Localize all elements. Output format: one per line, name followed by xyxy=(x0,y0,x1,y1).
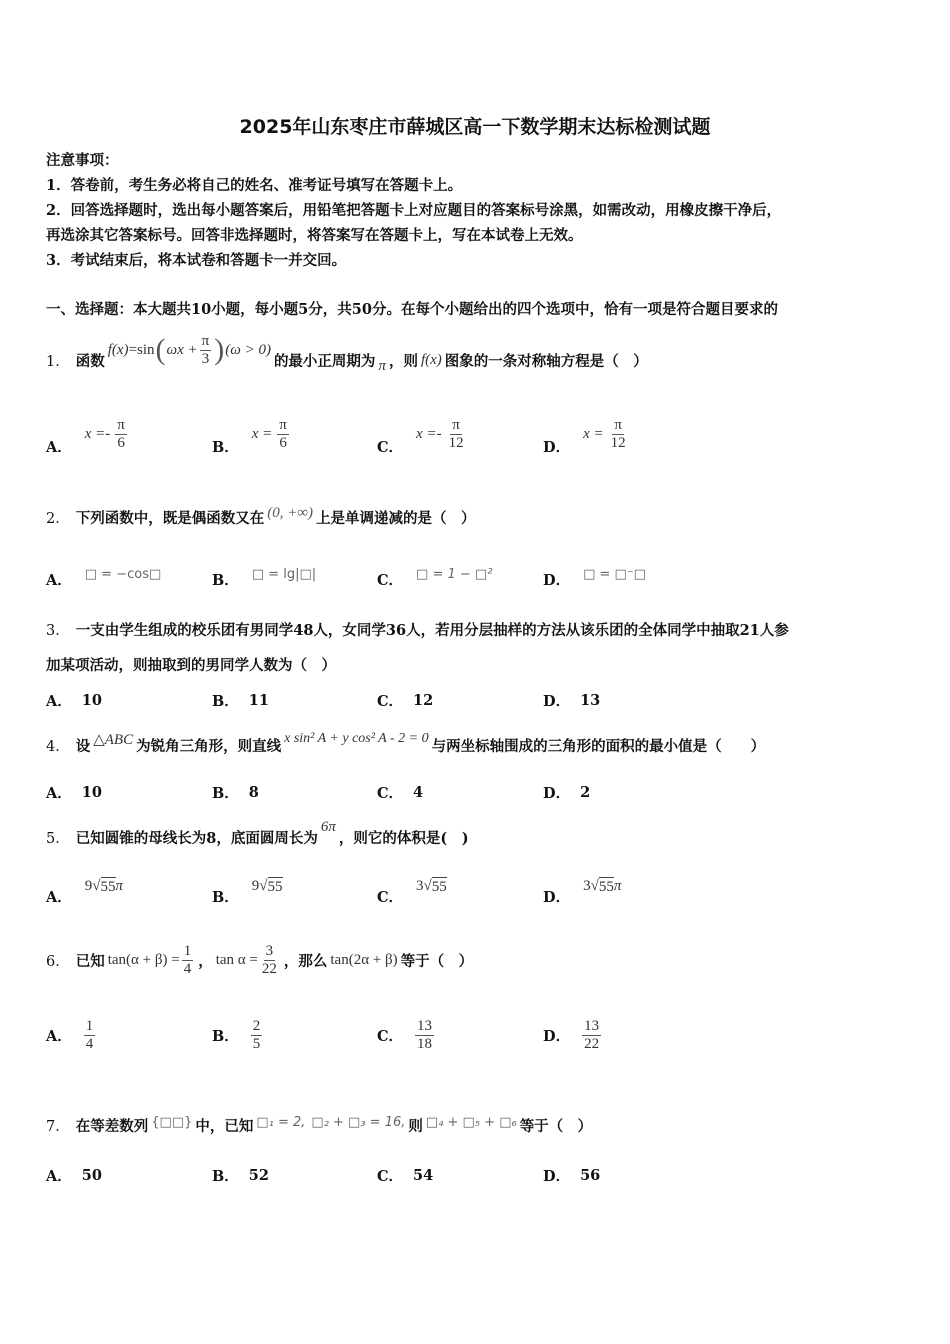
math-prefix: x =- xyxy=(84,425,111,442)
denominator: 12 xyxy=(448,434,464,451)
question-text: 图象的一条对称轴方程是（ ） xyxy=(444,352,648,370)
option-c[interactable] xyxy=(377,690,433,711)
fraction xyxy=(447,417,466,452)
math-prefix: x = xyxy=(251,425,273,442)
question-number: 2． xyxy=(46,510,70,527)
fraction xyxy=(582,1018,601,1053)
math-inner: ωx + xyxy=(166,341,198,358)
question-3 xyxy=(46,618,789,640)
question-text: 则 xyxy=(408,1117,423,1135)
math-target: tan(2α + β) xyxy=(330,951,398,968)
option-label: A． xyxy=(46,572,72,589)
math-tan-sum: tan(α + β) = xyxy=(107,951,180,968)
option-label: B． xyxy=(212,785,239,802)
options-q5 xyxy=(46,876,906,910)
pi-symbol: π xyxy=(613,878,622,894)
option-d[interactable] xyxy=(543,564,649,589)
numerator: π xyxy=(117,416,125,433)
fraction xyxy=(415,1018,434,1053)
denominator: 22 xyxy=(584,1036,600,1052)
question-text: 等于（ ） xyxy=(519,1117,593,1135)
option-label: C． xyxy=(377,693,404,710)
question-text: 已知圆锥的母线长为8，底面圆周长为 xyxy=(75,829,318,847)
numerator: 2 xyxy=(252,1018,261,1034)
function-expression xyxy=(108,333,271,368)
option-d[interactable] xyxy=(543,414,630,454)
fraction xyxy=(182,943,194,978)
math-expression xyxy=(108,943,195,978)
option-value: 11 xyxy=(248,692,269,709)
numerator: π xyxy=(614,416,622,433)
options-q6 xyxy=(46,1018,906,1066)
options-q1 xyxy=(46,414,906,464)
radicand: 55 xyxy=(598,879,614,895)
question-number: 5． xyxy=(46,830,70,847)
fraction xyxy=(84,1018,96,1053)
denominator: 18 xyxy=(417,1036,433,1052)
option-value xyxy=(583,877,621,896)
paren-close: ) xyxy=(214,333,225,366)
notice-item: 2．回答选择题时，选出每小题答案后，用铅笔把答题卡上对应题目的答案标号涂黑，如需改动，用橡皮擦干净后， xyxy=(46,202,782,219)
option-b[interactable] xyxy=(212,1018,264,1053)
question-text: 一支由学生组成的校乐团有男同学48人，女同学36人，若用分层抽样的方法从该乐团的全体同学中抽取21人参 xyxy=(75,621,789,639)
option-label: B． xyxy=(212,572,239,589)
notice-item: 1．答卷前，考生务必将自己的姓名、准考证号填写在答题卡上。 xyxy=(46,177,463,194)
numerator: 3 xyxy=(265,942,274,959)
numerator: 1 xyxy=(85,1018,94,1034)
question-6 xyxy=(46,934,473,986)
question-4 xyxy=(46,728,765,762)
math-triangle: △ABC xyxy=(93,731,134,748)
option-value: 12 xyxy=(413,692,434,709)
numerator: 13 xyxy=(417,1018,433,1034)
pi-symbol: π xyxy=(115,878,124,894)
fraction xyxy=(609,417,628,452)
question-text: 下列函数中，既是偶函数又在 xyxy=(75,509,265,527)
option-label: B． xyxy=(212,889,239,906)
math-condition: (ω > 0) xyxy=(225,341,271,358)
option-value: □ = 1 − □² xyxy=(416,567,493,582)
option-label: D． xyxy=(543,572,571,589)
option-value: 8 xyxy=(248,784,259,801)
coefficient: 3 xyxy=(416,878,424,894)
option-label: D． xyxy=(543,693,571,710)
math-given-1: □₁ = 2, xyxy=(256,1114,306,1130)
option-c[interactable] xyxy=(377,1018,436,1053)
option-value: 50 xyxy=(81,1167,102,1184)
question-text: ，则它的体积是( ) xyxy=(338,829,469,847)
option-value: 52 xyxy=(248,1167,269,1184)
question-number: 7． xyxy=(46,1118,70,1135)
option-d[interactable] xyxy=(543,782,590,803)
question-number: 4． xyxy=(46,738,70,755)
option-label: C． xyxy=(377,1168,404,1185)
option-label: B． xyxy=(212,438,239,456)
question-text: 为锐角三角形，则直线 xyxy=(136,737,282,755)
notice-item: 3．考试结束后，将本试卷和答题卡一并交回。 xyxy=(46,252,347,269)
options-q2 xyxy=(46,564,906,590)
question-2 xyxy=(46,504,476,530)
option-label: D． xyxy=(543,438,571,456)
option-value xyxy=(416,877,447,896)
math-expression xyxy=(216,943,281,978)
question-5 xyxy=(46,820,469,854)
fraction xyxy=(115,417,127,452)
math-prefix: x =- xyxy=(416,425,442,442)
question-text: ，那么 xyxy=(283,952,328,970)
option-c[interactable] xyxy=(377,414,468,454)
denominator: 5 xyxy=(252,1036,261,1052)
option-value xyxy=(85,877,123,896)
option-label: C． xyxy=(377,1028,404,1045)
radicand: 55 xyxy=(431,879,447,895)
option-d[interactable] xyxy=(543,1018,603,1053)
question-1 xyxy=(46,330,648,390)
option-label: B． xyxy=(212,1028,239,1045)
fraction xyxy=(277,417,289,452)
option-label: D． xyxy=(543,785,571,802)
math-sin: =sin xyxy=(128,341,155,358)
option-label: C． xyxy=(377,785,404,802)
sqrt-icon: √ xyxy=(92,878,101,894)
sqrt-icon: √ xyxy=(590,878,599,894)
option-c[interactable] xyxy=(377,876,450,906)
option-b[interactable] xyxy=(212,414,291,454)
math-pi: π xyxy=(378,357,386,374)
option-value: □ = lg|□| xyxy=(251,567,317,582)
option-label: A． xyxy=(46,889,72,906)
option-label: D． xyxy=(543,1168,571,1185)
option-label: A． xyxy=(46,438,72,456)
math-arg: (x) xyxy=(111,341,129,358)
sqrt-icon: √ xyxy=(259,878,268,894)
question-text: 等于（ ） xyxy=(400,952,474,970)
question-text: 设 xyxy=(75,737,91,755)
math-tan-alpha: tan α = xyxy=(215,951,258,968)
question-text: ， xyxy=(198,952,213,970)
question-text: 函数 xyxy=(75,352,105,370)
option-value xyxy=(252,877,283,896)
numerator: 1 xyxy=(183,942,192,959)
option-b[interactable] xyxy=(212,564,319,589)
fraction xyxy=(200,333,212,368)
sqrt-icon: √ xyxy=(423,878,432,894)
option-a[interactable] xyxy=(46,1165,102,1186)
option-value: 13 xyxy=(580,692,601,709)
option-c[interactable] xyxy=(377,782,423,803)
option-value: □ = −cos□ xyxy=(84,567,162,582)
denominator: 12 xyxy=(610,434,626,451)
question-text: 与两坐标轴围成的三角形的面积的最小值是（ ） xyxy=(431,737,766,755)
option-value: 54 xyxy=(413,1167,434,1184)
option-value: 4 xyxy=(413,784,424,801)
option-label: B． xyxy=(212,693,239,710)
page-title: 2025年山东枣庄市薛城区高一下数学期末达标检测试题 xyxy=(239,116,711,138)
option-label: A． xyxy=(46,785,72,802)
options-q3 xyxy=(46,690,906,712)
numerator: π xyxy=(452,416,460,433)
option-b[interactable] xyxy=(212,1165,269,1186)
option-label: C． xyxy=(377,438,404,456)
option-a[interactable] xyxy=(46,782,102,803)
math-line-equation: x sin² A + y cos² A - 2 = 0 xyxy=(284,731,429,746)
math-circumference: 6π xyxy=(320,818,336,835)
math-given-2: □₂ + □₃ = 16, xyxy=(311,1114,406,1130)
coefficient: 9 xyxy=(84,878,93,894)
math-sequence: {□□} xyxy=(151,1114,193,1130)
option-label: A． xyxy=(46,1168,72,1185)
denominator: 4 xyxy=(85,1036,94,1052)
math-target: □₄ + □₅ + □₆ xyxy=(425,1114,517,1130)
option-value: □ = □⁻□ xyxy=(583,567,646,582)
option-label: A． xyxy=(46,1028,72,1045)
option-value: 56 xyxy=(580,1167,601,1184)
paren-open: ( xyxy=(155,333,166,366)
option-a[interactable] xyxy=(46,564,164,589)
option-b[interactable] xyxy=(212,876,286,906)
option-value: 10 xyxy=(81,784,102,801)
option-a[interactable] xyxy=(46,1018,97,1053)
question-text: 的最小正周期为 xyxy=(273,352,376,370)
fraction xyxy=(251,1018,263,1053)
notice-item: 再选涂其它答案标号。回答非选择题时，将答案写在答题卡上，写在本试卷上无效。 xyxy=(46,227,583,244)
math-interval: (0, +∞) xyxy=(267,504,314,521)
option-a[interactable] xyxy=(46,414,129,454)
option-label: C． xyxy=(377,572,404,589)
math-fx: f(x) xyxy=(420,351,442,368)
option-d[interactable] xyxy=(543,876,624,906)
question-text-continued: 加某项活动，则抽取到的男同学人数为（ ） xyxy=(46,657,336,674)
option-value: 10 xyxy=(81,692,102,709)
numerator: 13 xyxy=(584,1018,600,1034)
option-d[interactable] xyxy=(543,690,600,711)
notice-heading: 注意事项： xyxy=(46,152,119,169)
option-d[interactable] xyxy=(543,1165,600,1186)
denominator: 6 xyxy=(279,434,287,451)
section-heading: 一、选择题：本大题共10小题，每小题5分，共50分。在每个小题给出的四个选项中，恰有一项是符合题目要求的 xyxy=(46,301,778,318)
options-q7 xyxy=(46,1165,906,1187)
option-a[interactable] xyxy=(46,876,126,906)
option-c[interactable] xyxy=(377,564,495,589)
option-label: B． xyxy=(212,1168,239,1185)
math-f: f xyxy=(107,341,112,358)
question-7 xyxy=(46,1112,592,1138)
coefficient: 9 xyxy=(251,878,260,894)
question-text: 在等差数列 xyxy=(75,1117,149,1135)
option-label: D． xyxy=(543,889,571,906)
coefficient: 3 xyxy=(583,878,591,894)
option-label: A． xyxy=(46,693,72,710)
options-q4 xyxy=(46,782,906,804)
numerator: π xyxy=(279,416,287,433)
option-value: 2 xyxy=(580,784,591,801)
option-label: C． xyxy=(377,889,404,906)
question-text: 上是单调递减的是（ ） xyxy=(316,509,476,527)
denominator: 4 xyxy=(183,960,192,977)
question-number: 6． xyxy=(46,953,70,970)
denominator: 6 xyxy=(117,434,125,451)
question-number: 3． xyxy=(46,622,70,639)
fraction xyxy=(260,943,279,978)
radicand: 55 xyxy=(267,879,283,895)
question-text: 中，已知 xyxy=(195,1117,254,1135)
math-prefix: x = xyxy=(583,425,604,442)
question-text: 已知 xyxy=(75,952,105,970)
numerator: π xyxy=(201,332,210,349)
denominator: 3 xyxy=(201,350,210,367)
option-c[interactable] xyxy=(377,1165,433,1186)
question-text: ，则 xyxy=(388,352,418,370)
option-b[interactable] xyxy=(212,690,269,711)
question-number: 1． xyxy=(46,353,70,370)
option-b[interactable] xyxy=(212,782,259,803)
radicand: 55 xyxy=(100,879,116,895)
option-a[interactable] xyxy=(46,690,102,711)
denominator: 22 xyxy=(261,960,277,977)
option-label: D． xyxy=(543,1028,571,1045)
